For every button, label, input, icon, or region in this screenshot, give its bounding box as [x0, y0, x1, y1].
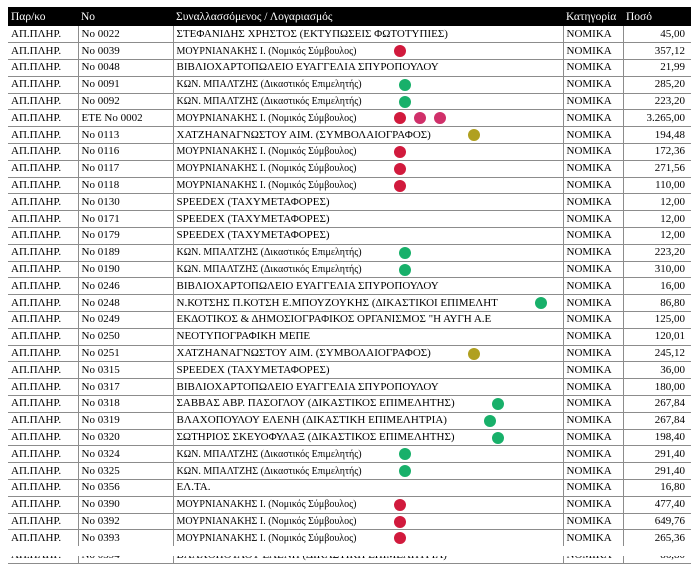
- cell-number: No 0022: [78, 26, 173, 43]
- cell-number: No 0130: [78, 194, 173, 211]
- cell-receipt-type: ΑΠ.ΠΛΗΡ.: [8, 194, 78, 211]
- cell-receipt-type: ΑΠ.ΠΛΗΡ.: [8, 160, 78, 177]
- cell-amount: 271,56: [623, 160, 691, 177]
- table-row: [8, 211, 691, 228]
- cell-receipt-type: ΑΠ.ΠΛΗΡ.: [8, 480, 78, 497]
- cell-category: ΝΟΜΙΚΑ: [563, 446, 623, 463]
- red-marker-dot: [394, 180, 406, 192]
- cell-amount: 3.265,00: [623, 110, 691, 127]
- olive-marker-dot: [468, 348, 480, 360]
- cell-counterparty: [173, 379, 563, 396]
- cell-counterparty: [173, 496, 563, 513]
- cell-amount: 180,00: [623, 379, 691, 396]
- cell-counterparty: [173, 278, 563, 295]
- cell-amount: 291,40: [623, 463, 691, 480]
- cell-category: ΝΟΜΙΚΑ: [563, 530, 623, 547]
- cell-amount: 198,40: [623, 429, 691, 446]
- cell-counterparty: [173, 76, 563, 93]
- cell-category: ΝΟΜΙΚΑ: [563, 429, 623, 446]
- cell-counterparty: [173, 177, 563, 194]
- red-marker-dot: [394, 112, 406, 124]
- pink-marker-dot: [434, 112, 446, 124]
- green-marker-dot: [399, 79, 411, 91]
- green-marker-dot: [399, 247, 411, 259]
- cell-category: ΝΟΜΙΚΑ: [563, 496, 623, 513]
- cell-number: No 0246: [78, 278, 173, 295]
- cell-amount: 36,00: [623, 362, 691, 379]
- green-marker-dot: [399, 448, 411, 460]
- counterparty-text: ΜΟΥΡΝΙΑΝΑΚΗΣ Ι. (Νομικός Σύμβουλος): [176, 516, 357, 527]
- table-row: [8, 160, 691, 177]
- cell-receipt-type: ΑΠ.ΠΛΗΡ.: [8, 530, 78, 547]
- cell-category: ΝΟΜΙΚΑ: [563, 127, 623, 144]
- cell-category: ΝΟΜΙΚΑ: [563, 76, 623, 93]
- cell-counterparty: [173, 211, 563, 228]
- cell-amount: 12,00: [623, 228, 691, 245]
- table-row: [8, 60, 691, 77]
- counterparty-text: ΚΩΝ. ΜΠΑΛΤΖΗΣ (Δικαστικός Επιμελητής): [176, 247, 362, 259]
- table-row: [8, 345, 691, 362]
- cell-number: No 0324: [78, 446, 173, 463]
- counterparty-text: SPEEDEX (ΤΑΧΥΜΕΤΑΦΟΡΕΣ): [176, 195, 330, 208]
- cell-amount: 245,12: [623, 345, 691, 362]
- cell-category: ΝΟΜΙΚΑ: [563, 328, 623, 345]
- cell-counterparty: [173, 110, 563, 127]
- cell-amount: 12,00: [623, 194, 691, 211]
- counterparty-text: ΣΑΒΒΑΣ ΑΒΡ. ΠΑΣΟΓΛΟΥ (ΔΙΚΑΣΤΙΚΟΣ ΕΠΙΜΕΛΗΤΗΣ): [176, 397, 455, 410]
- counterparty-text: ΚΩΝ. ΜΠΑΛΤΖΗΣ (Δικαστικός Επιμελητής): [176, 96, 362, 108]
- cell-counterparty: [173, 530, 563, 547]
- cell-receipt-type: ΑΠ.ΠΛΗΡ.: [8, 513, 78, 530]
- cell-number: No 0390: [78, 496, 173, 513]
- counterparty-text: ΝΕΟΤΥΠΟΓΡΑΦΙΚΗ ΜΕΠΕ: [176, 330, 311, 343]
- cell-counterparty: [173, 396, 563, 413]
- cell-counterparty: [173, 228, 563, 245]
- table-row: [8, 76, 691, 93]
- cell-receipt-type: ΑΠ.ΠΛΗΡ.: [8, 379, 78, 396]
- cell-number: No 0392: [78, 513, 173, 530]
- cell-category: ΝΟΜΙΚΑ: [563, 93, 623, 110]
- counterparty-text: ΒΙΒΛΙΟΧΑΡΤΟΠΩΛΕΙΟ ΕΥΑΓΓΕΛΙΑ ΣΠΥΡΟΠΟΥΛΟΥ: [176, 61, 439, 74]
- cell-amount: 223,20: [623, 93, 691, 110]
- cell-amount: 194,48: [623, 127, 691, 144]
- counterparty-text: ΒΙΒΛΙΟΧΑΡΤΟΠΩΛΕΙΟ ΕΥΑΓΓΕΛΙΑ ΣΠΥΡΟΠΟΥΛΟΥ: [176, 380, 439, 393]
- counterparty-text: ΣΤΕΦΑΝΙΔΗΣ ΧΡΗΣΤΟΣ (ΕΚΤΥΠΩΣΕΙΣ ΦΩΤΟΤΥΠΙΕΣ): [176, 27, 448, 40]
- cell-category: ΝΟΜΙΚΑ: [563, 228, 623, 245]
- green-marker-dot: [399, 465, 411, 477]
- counterparty-text: SPEEDEX (ΤΑΧΥΜΕΤΑΦΟΡΕΣ): [176, 229, 330, 242]
- cell-amount: 21,99: [623, 60, 691, 77]
- cell-counterparty: [173, 412, 563, 429]
- cell-number: No 0117: [78, 160, 173, 177]
- cell-amount: 267,84: [623, 396, 691, 413]
- cell-receipt-type: ΑΠ.ΠΛΗΡ.: [8, 396, 78, 413]
- cell-category: ΝΟΜΙΚΑ: [563, 261, 623, 278]
- table-row: [8, 110, 691, 127]
- cell-receipt-type: ΑΠ.ΠΛΗΡ.: [8, 261, 78, 278]
- table-row: [8, 278, 691, 295]
- cell-number: No 0325: [78, 463, 173, 480]
- cell-category: ΝΟΜΙΚΑ: [563, 26, 623, 43]
- cell-amount: 291,40: [623, 446, 691, 463]
- cell-amount: 125,00: [623, 312, 691, 329]
- cell-amount: 285,20: [623, 76, 691, 93]
- counterparty-text: ΜΟΥΡΝΙΑΝΑΚΗΣ Ι. (Νομικός Σύμβουλος): [176, 163, 357, 175]
- counterparty-text: Ν.ΚΟΤΣΗΣ Π.ΚΟΤΣΗ Ε.ΜΠΟΥΖΟΥΚΗΣ (ΔΙΚΑΣΤΙΚΟΙ ΕΠΙΜΕΛΗΤ: [176, 296, 498, 309]
- cell-counterparty: [173, 345, 563, 362]
- cell-number: ΕΤΕ No 0002: [78, 110, 173, 127]
- cell-number: No 0248: [78, 295, 173, 312]
- cell-receipt-type: ΑΠ.ΠΛΗΡ.: [8, 144, 78, 161]
- counterparty-text: ΣΩΤΗΡΙΟΣ ΣΚΕΥΟΦΥΛΑΞ (ΔΙΚΑΣΤΙΚΟΣ ΕΠΙΜΕΛΗΤΗΣ): [176, 431, 455, 444]
- cell-amount: 120,01: [623, 328, 691, 345]
- cell-receipt-type: ΑΠ.ΠΛΗΡ.: [8, 463, 78, 480]
- cell-category: ΝΟΜΙΚΑ: [563, 144, 623, 161]
- cell-amount: 16,00: [623, 278, 691, 295]
- header-amount: Ποσό: [626, 10, 653, 23]
- cell-category: ΝΟΜΙΚΑ: [563, 110, 623, 127]
- cell-counterparty: [173, 513, 563, 530]
- ledger-sheet: [8, 7, 691, 564]
- table-row: [8, 496, 691, 513]
- cell-receipt-type: ΑΠ.ΠΛΗΡ.: [8, 26, 78, 43]
- table-row: [8, 362, 691, 379]
- header-category: Κατηγορία: [566, 10, 617, 23]
- cell-counterparty: [173, 261, 563, 278]
- cell-receipt-type: ΑΠ.ΠΛΗΡ.: [8, 76, 78, 93]
- cell-counterparty: [173, 160, 563, 177]
- cell-amount: 172,36: [623, 144, 691, 161]
- cell-receipt-type: ΑΠ.ΠΛΗΡ.: [8, 429, 78, 446]
- cell-number: No 0249: [78, 312, 173, 329]
- cell-amount: 477,40: [623, 496, 691, 513]
- cell-amount: 265,36: [623, 530, 691, 547]
- cell-counterparty: [173, 127, 563, 144]
- cell-receipt-type: ΑΠ.ΠΛΗΡ.: [8, 446, 78, 463]
- cell-amount: 649,76: [623, 513, 691, 530]
- green-marker-dot: [484, 415, 496, 427]
- cell-receipt-type: ΑΠ.ΠΛΗΡ.: [8, 328, 78, 345]
- table-row: [8, 480, 691, 497]
- cell-amount: 310,00: [623, 261, 691, 278]
- cell-counterparty: [173, 26, 563, 43]
- cell-receipt-type: ΑΠ.ΠΛΗΡ.: [8, 60, 78, 77]
- table-row: [8, 379, 691, 396]
- cell-category: ΝΟΜΙΚΑ: [563, 194, 623, 211]
- cell-category: ΝΟΜΙΚΑ: [563, 244, 623, 261]
- olive-marker-dot: [468, 129, 480, 141]
- table-row: [8, 144, 691, 161]
- cell-counterparty: [173, 144, 563, 161]
- red-marker-dot: [394, 146, 406, 158]
- cell-receipt-type: ΑΠ.ΠΛΗΡ.: [8, 228, 78, 245]
- cell-receipt-type: ΑΠ.ΠΛΗΡ.: [8, 312, 78, 329]
- red-marker-dot: [394, 499, 406, 511]
- header-counterparty: Συναλλασσόμενος / Λογαριασμός: [176, 10, 333, 23]
- cell-amount: 110,00: [623, 177, 691, 194]
- counterparty-text: ΕΛ.ΤΑ.: [176, 481, 211, 494]
- cell-counterparty: [173, 194, 563, 211]
- cell-category: ΝΟΜΙΚΑ: [563, 312, 623, 329]
- cell-category: ΝΟΜΙΚΑ: [563, 362, 623, 379]
- table-row: [8, 177, 691, 194]
- table-row: [8, 93, 691, 110]
- cell-counterparty: [173, 480, 563, 497]
- cell-counterparty: [173, 429, 563, 446]
- cell-category: ΝΟΜΙΚΑ: [563, 379, 623, 396]
- cell-counterparty: [173, 328, 563, 345]
- cell-number: No 0250: [78, 328, 173, 345]
- header-number: Νο: [81, 10, 96, 23]
- counterparty-text: ΜΟΥΡΝΙΑΝΑΚΗΣ Ι. (Νομικός Σύμβουλος): [176, 180, 357, 192]
- table-row: [8, 194, 691, 211]
- cell-counterparty: [173, 362, 563, 379]
- cell-amount: 357,12: [623, 43, 691, 60]
- cell-number: No 0317: [78, 379, 173, 396]
- cell-number: No 0318: [78, 396, 173, 413]
- cell-counterparty: [173, 60, 563, 77]
- cell-number: No 0251: [78, 345, 173, 362]
- cell-number: No 0171: [78, 211, 173, 228]
- cell-number: No 0315: [78, 362, 173, 379]
- cell-receipt-type: ΑΠ.ΠΛΗΡ.: [8, 244, 78, 261]
- cell-number: No 0190: [78, 261, 173, 278]
- counterparty-text: ΜΟΥΡΝΙΑΝΑΚΗΣ Ι. (Νομικός Σύμβουλος): [176, 532, 357, 544]
- cell-category: ΝΟΜΙΚΑ: [563, 278, 623, 295]
- table-row: [8, 429, 691, 446]
- cell-receipt-type: ΑΠ.ΠΛΗΡ.: [8, 412, 78, 429]
- cell-amount: 12,00: [623, 211, 691, 228]
- cell-category: ΝΟΜΙΚΑ: [563, 211, 623, 228]
- table-row: [8, 412, 691, 429]
- cell-counterparty: [173, 244, 563, 261]
- cell-counterparty: [173, 446, 563, 463]
- cell-receipt-type: ΑΠ.ΠΛΗΡ.: [8, 110, 78, 127]
- cell-category: ΝΟΜΙΚΑ: [563, 295, 623, 312]
- cell-counterparty: [173, 93, 563, 110]
- cell-category: ΝΟΜΙΚΑ: [563, 43, 623, 60]
- cell-category: ΝΟΜΙΚΑ: [563, 412, 623, 429]
- table-row: [8, 446, 691, 463]
- counterparty-text: ΚΩΝ. ΜΠΑΛΤΖΗΣ (Δικαστικός Επιμελητής): [176, 79, 362, 91]
- counterparty-text: ΜΟΥΡΝΙΑΝΑΚΗΣ Ι. (Νομικός Σύμβουλος): [176, 146, 357, 158]
- cell-receipt-type: ΑΠ.ΠΛΗΡ.: [8, 295, 78, 312]
- cell-number: No 0320: [78, 429, 173, 446]
- cell-amount: 223,20: [623, 244, 691, 261]
- pink-marker-dot: [414, 112, 426, 124]
- cell-number: No 0116: [78, 144, 173, 161]
- cell-receipt-type: ΑΠ.ΠΛΗΡ.: [8, 177, 78, 194]
- table-row: [8, 463, 691, 480]
- cell-number: No 0356: [78, 480, 173, 497]
- green-marker-dot: [399, 264, 411, 276]
- counterparty-text: ΧΑΤΖΗΑΝΑΓΝΩΣΤΟΥ ΑΙΜ. (ΣΥΜΒΟΛΑΙΟΓΡΑΦΟΣ): [176, 347, 431, 360]
- green-marker-dot: [492, 398, 504, 410]
- table-row: [8, 127, 691, 144]
- header-receipt-type: Παρ/κο: [11, 10, 46, 23]
- cell-receipt-type: ΑΠ.ΠΛΗΡ.: [8, 362, 78, 379]
- cell-category: ΝΟΜΙΚΑ: [563, 396, 623, 413]
- cell-category: ΝΟΜΙΚΑ: [563, 345, 623, 362]
- table-row: [8, 244, 691, 261]
- cell-counterparty: [173, 312, 563, 329]
- red-marker-dot: [394, 516, 406, 528]
- green-marker-dot: [535, 297, 547, 309]
- table-row: [8, 261, 691, 278]
- counterparty-text: ΜΟΥΡΝΙΑΝΑΚΗΣ Ι. (Νομικός Σύμβουλος): [176, 45, 357, 57]
- cell-counterparty: [173, 295, 563, 312]
- table-row: [8, 513, 691, 530]
- cell-number: No 0091: [78, 76, 173, 93]
- cell-number: No 0393: [78, 530, 173, 547]
- cell-counterparty: [173, 43, 563, 60]
- table-row: [8, 228, 691, 245]
- page-bottom-edge: [0, 546, 700, 556]
- cell-amount: 267,84: [623, 412, 691, 429]
- cell-number: No 0319: [78, 412, 173, 429]
- red-marker-dot: [394, 45, 406, 57]
- cell-receipt-type: ΑΠ.ΠΛΗΡ.: [8, 496, 78, 513]
- counterparty-text: SPEEDEX (ΤΑΧΥΜΕΤΑΦΟΡΕΣ): [176, 363, 330, 376]
- counterparty-text: ΚΩΝ. ΜΠΑΛΤΖΗΣ (Δικαστικός Επιμελητής): [176, 465, 362, 477]
- table-body: [8, 26, 691, 564]
- cell-category: ΝΟΜΙΚΑ: [563, 463, 623, 480]
- cell-number: No 0092: [78, 93, 173, 110]
- cell-amount: 86,80: [623, 295, 691, 312]
- transactions-table: [8, 7, 691, 564]
- table-row: [8, 43, 691, 60]
- cell-receipt-type: ΑΠ.ΠΛΗΡ.: [8, 93, 78, 110]
- cell-receipt-type: ΑΠ.ΠΛΗΡ.: [8, 43, 78, 60]
- cell-receipt-type: ΑΠ.ΠΛΗΡ.: [8, 211, 78, 228]
- table-row: [8, 396, 691, 413]
- cell-category: ΝΟΜΙΚΑ: [563, 480, 623, 497]
- cell-amount: 16,80: [623, 480, 691, 497]
- cell-category: ΝΟΜΙΚΑ: [563, 513, 623, 530]
- cell-receipt-type: ΑΠ.ΠΛΗΡ.: [8, 278, 78, 295]
- cell-category: ΝΟΜΙΚΑ: [563, 177, 623, 194]
- counterparty-text: ΜΟΥΡΝΙΑΝΑΚΗΣ Ι. (Νομικός Σύμβουλος): [176, 112, 357, 124]
- counterparty-text: ΒΛΑΧΟΠΟΥΛΟΥ ΕΛΕΝΗ (ΔΙΚΑΣΤΙΚΗ ΕΠΙΜΕΛΗΤΡΙΑ): [176, 414, 447, 427]
- cell-number: No 0039: [78, 43, 173, 60]
- table-row: [8, 328, 691, 345]
- table-row: [8, 26, 691, 43]
- cell-number: No 0118: [78, 177, 173, 194]
- table-row: [8, 530, 691, 547]
- cell-number: No 0048: [78, 60, 173, 77]
- green-marker-dot: [492, 432, 504, 444]
- counterparty-text: SPEEDEX (ΤΑΧΥΜΕΤΑΦΟΡΕΣ): [176, 212, 330, 225]
- counterparty-text: ΜΟΥΡΝΙΑΝΑΚΗΣ Ι. (Νομικός Σύμβουλος): [176, 499, 357, 511]
- counterparty-text: ΧΑΤΖΗΑΝΑΓΝΩΣΤΟΥ ΑΙΜ. (ΣΥΜΒΟΛΑΙΟΓΡΑΦΟΣ): [176, 128, 431, 141]
- counterparty-text: ΒΙΒΛΙΟΧΑΡΤΟΠΩΛΕΙΟ ΕΥΑΓΓΕΛΙΑ ΣΠΥΡΟΠΟΥΛΟΥ: [176, 279, 439, 292]
- table-row: [8, 295, 691, 312]
- cell-number: No 0179: [78, 228, 173, 245]
- cell-number: No 0189: [78, 244, 173, 261]
- cell-receipt-type: ΑΠ.ΠΛΗΡ.: [8, 127, 78, 144]
- cell-category: ΝΟΜΙΚΑ: [563, 60, 623, 77]
- red-marker-dot: [394, 163, 406, 175]
- cell-category: ΝΟΜΙΚΑ: [563, 160, 623, 177]
- cell-amount: 45,00: [623, 26, 691, 43]
- cell-number: No 0113: [78, 127, 173, 144]
- counterparty-text: ΕΚΔΟΤΙΚΟΣ & ΔΗΜΟΣΙΟΓΡΑΦΙΚΟΣ ΟΡΓΑΝΙΣΜΟΣ "Η ΑΥΓΗ Α.Ε: [176, 313, 492, 326]
- table-row: [8, 312, 691, 329]
- counterparty-text: ΚΩΝ. ΜΠΑΛΤΖΗΣ (Δικαστικός Επιμελητής): [176, 264, 362, 276]
- cell-counterparty: [173, 463, 563, 480]
- cell-receipt-type: ΑΠ.ΠΛΗΡ.: [8, 345, 78, 362]
- green-marker-dot: [399, 96, 411, 108]
- counterparty-text: ΚΩΝ. ΜΠΑΛΤΖΗΣ (Δικαστικός Επιμελητής): [176, 448, 362, 460]
- table-header: [8, 7, 691, 26]
- red-marker-dot: [394, 532, 406, 544]
